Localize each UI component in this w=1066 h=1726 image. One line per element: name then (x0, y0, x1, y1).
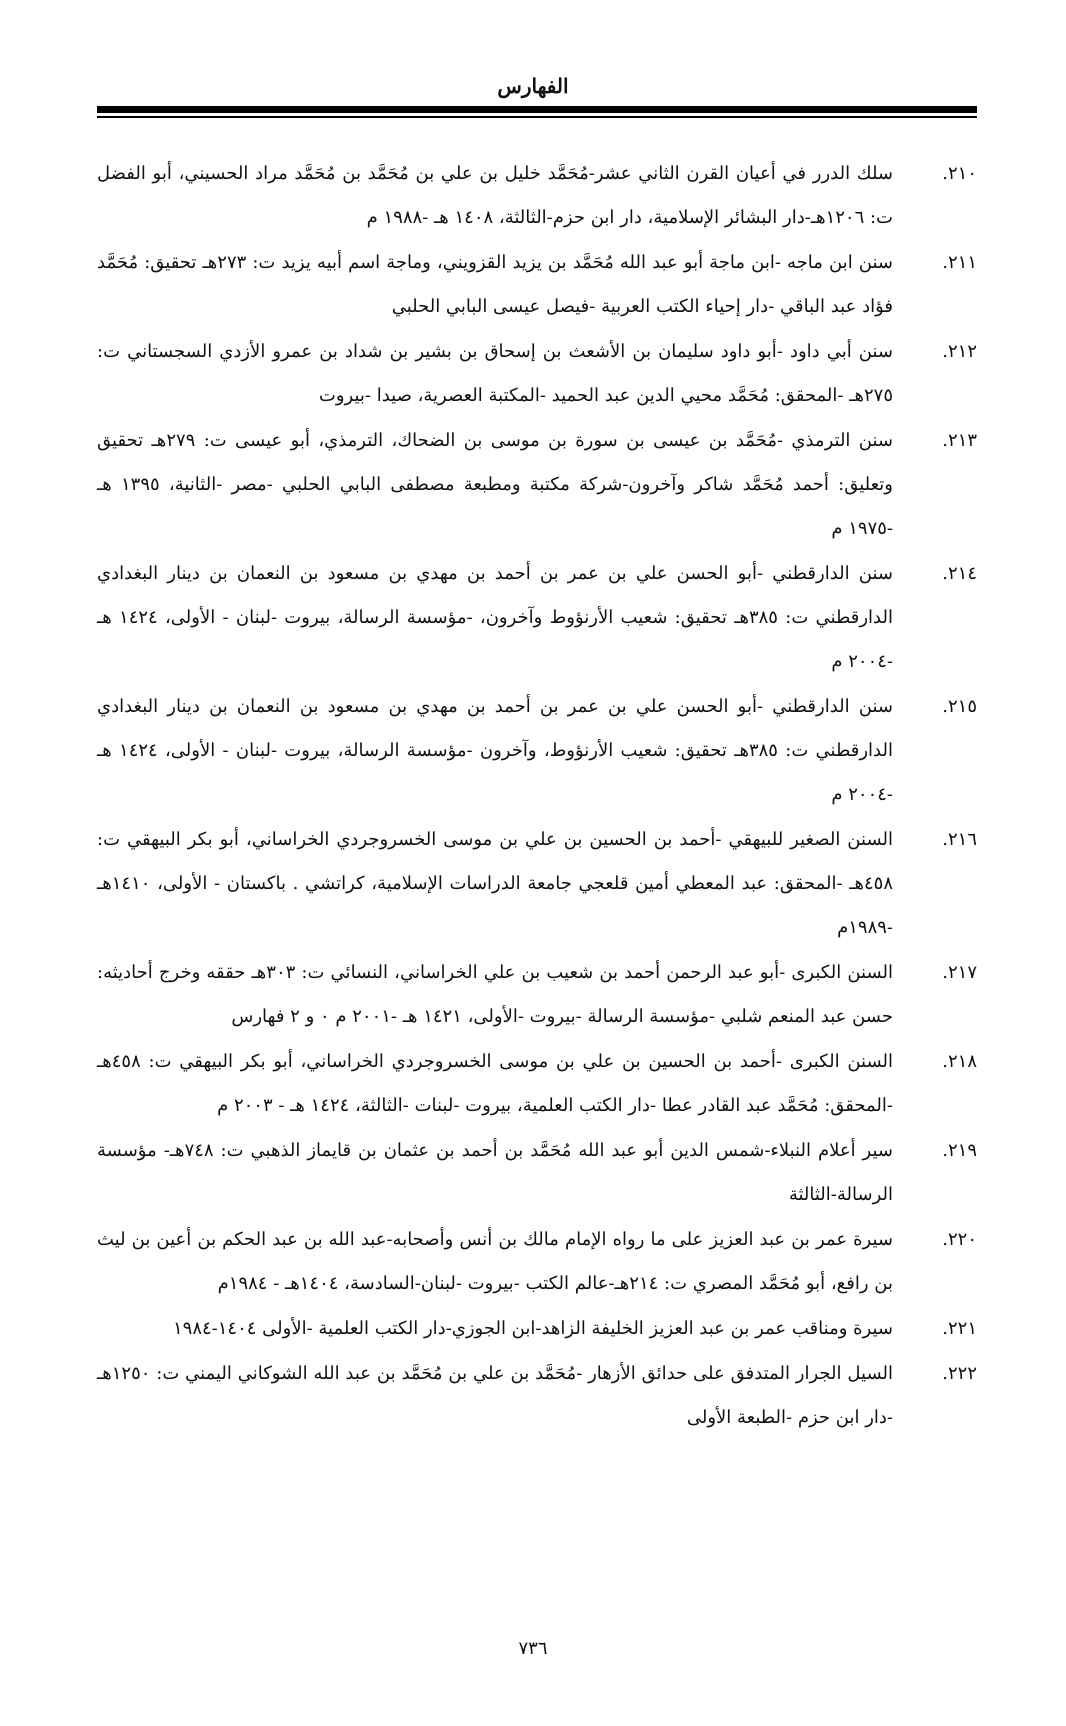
bibliography-entry (97, 552, 977, 684)
bibliography-entry (97, 1129, 977, 1217)
bibliography-entry (97, 1040, 977, 1128)
bibliography-entry (97, 951, 977, 1039)
entry-text: سنن أبي داود -أبو داود سليمان بن الأشعث بن إسحاق بن بشير بن شداد بن عمرو الأزدي السجستاني ت: ٢٧٥هـ -المحقق: مُحَمَّد محيي الدين عبد الحميد -المكتبة العصرية، صيدا -بيروت (97, 341, 894, 406)
entry-number: ٢١٧. (942, 962, 977, 983)
entry-number: ٢١٣. (942, 430, 977, 451)
page-header-title: الفهارس (497, 74, 569, 98)
entry-number: ٢١٤. (942, 563, 977, 584)
bibliography-list (97, 152, 977, 1441)
entry-number: ٢١١. (942, 252, 977, 273)
entry-text: سنن الترمذي -مُحَمَّد بن عيسى بن سورة بن موسى بن الضحاك، الترمذي، أبو عيسى ت: ٢٧٩هـ تحقيق وتعليق: أحمد مُحَمَّد شاكر وآخرون-شركة مكتبة ومطبعة مصطفى البابي الحلبي -مصر -الثانية، ١٣٩٥ هـ -١٩٧٥ م (97, 430, 894, 539)
bibliography-entry (97, 1352, 977, 1440)
entry-text: السنن الكبرى -أحمد بن الحسين بن علي بن موسى الخسروجردي الخراساني، أبو بكر البيهقي ت: ٤٥٨هـ -المحقق: مُحَمَّد عبد القادر عطا -دار الكتب العلمية، بيروت -لبنات -الثالثة، ١٤٢٤ هـ - ٢٠٠٣ م (97, 1051, 893, 1116)
bibliography-entry (97, 685, 977, 817)
entry-number: ٢٢١. (942, 1318, 977, 1339)
entry-text: سنن الدارقطني -أبو الحسن علي بن عمر بن أحمد بن مهدي بن مسعود بن النعمان بن دينار البغدادي الدارقطني ت: ٣٨٥هـ تحقيق: شعيب الأرنؤوط وآخرون، -مؤسسة الرسالة، بيروت -لبنان - الأولى، ١٤٢٤ هـ -٢٠٠٤ م (97, 563, 893, 672)
entry-number: ٢١٠. (942, 163, 977, 184)
bibliography-entry (97, 1307, 977, 1351)
bibliography-entry (97, 241, 977, 329)
entry-number: ٢٢٢. (942, 1363, 977, 1384)
entry-text: سيرة عمر بن عبد العزيز على ما رواه الإمام مالك بن أنس وأصحابه-عبد الله بن عبد الحكم بن أعين بن ليث بن رافع، أبو مُحَمَّد المصري ت: ٢١٤هـ-عالم الكتب -بيروت -لبنان-السادسة، ١٤٠٤هـ - ١٩٨٤م (97, 1229, 893, 1294)
bibliography-entry (97, 152, 977, 240)
entry-number: ٢١٥. (942, 696, 977, 717)
entry-text: السنن الصغير للبيهقي -أحمد بن الحسين بن علي بن موسى الخسروجردي الخراساني، أبو بكر البيهقي ت: ٤٥٨هـ -المحقق: عبد المعطي أمين قلعجي جامعة الدراسات الإسلامية، كراتشي . باكستان - الأولى، ١٤١٠هـ -١٩٨٩م (97, 829, 893, 938)
entry-text: سنن الدارقطني -أبو الحسن علي بن عمر بن أحمد بن مهدي بن مسعود بن النعمان بن دينار البغدادي الدارقطني ت: ٣٨٥هـ تحقيق: شعيب الأرنؤوط، وآخرون -مؤسسة الرسالة، بيروت -لبنان - الأولى، ١٤٢٤ هـ -٢٠٠٤ م (97, 696, 893, 805)
header-rule-thin (97, 116, 977, 118)
entry-number: ٢٢٠. (942, 1229, 977, 1250)
entry-number: ٢١٢. (942, 341, 977, 362)
entry-number: ٢١٦. (942, 829, 977, 850)
bibliography-entry (97, 419, 977, 551)
entry-text: سلك الدرر في أعيان القرن الثاني عشر-مُحَمَّد خليل بن علي بن مُحَمَّد بن مُحَمَّد مراد الحسيني، أبو الفضل ت: ١٢٠٦هـ-دار البشائر الإسلامية، دار ابن حزم-الثالثة، ١٤٠٨ هـ -١٩٨٨ م (97, 163, 893, 228)
entry-text: السيل الجرار المتدفق على حدائق الأزهار -مُحَمَّد بن علي بن مُحَمَّد بن عبد الله الشوكاني اليمني ت: ١٢٥٠هـ -دار ابن حزم -الطبعة الأولى (97, 1363, 893, 1428)
bibliography-entry (97, 330, 977, 418)
entry-text: سنن ابن ماجه -ابن ماجة أبو عبد الله مُحَمَّد بن يزيد القزويني، وماجة اسم أبيه يزيد ت: ٢٧٣هـ تحقيق: مُحَمَّد فؤاد عبد الباقي -دار إحياء الكتب العربية -فيصل عيسى البابي الحلبي (97, 252, 893, 317)
entry-number: ٢١٩. (942, 1140, 977, 1161)
bibliography-entry (97, 1218, 977, 1306)
entry-text: سيرة ومناقب عمر بن عبد العزيز الخليفة الزاهد-ابن الجوزي-دار الكتب العلمية -الأولى ١٤٠٤-١٩٨٤ (172, 1318, 893, 1339)
header-rule-thick (97, 106, 977, 113)
entry-text: سير أعلام النبلاء-شمس الدين أبو عبد الله مُحَمَّد بن أحمد بن عثمان بن قايماز الذهبي ت: ٧٤٨هـ- مؤسسة الرسالة-الثالثة (97, 1140, 893, 1205)
entry-text: السنن الكبرى -أبو عبد الرحمن أحمد بن شعيب بن علي الخراساني، النسائي ت: ٣٠٣هـ حققه وخرج أحاديثه: حسن عبد المنعم شلبي -مؤسسة الرسالة -بيروت -الأولى، ١٤٢١ هـ -٢٠٠١ م ٠ و ٢ فهارس (97, 962, 893, 1027)
entry-number: ٢١٨. (942, 1051, 977, 1072)
page-number: ٧٣٦ (518, 1638, 548, 1659)
bibliography-entry (97, 818, 977, 950)
